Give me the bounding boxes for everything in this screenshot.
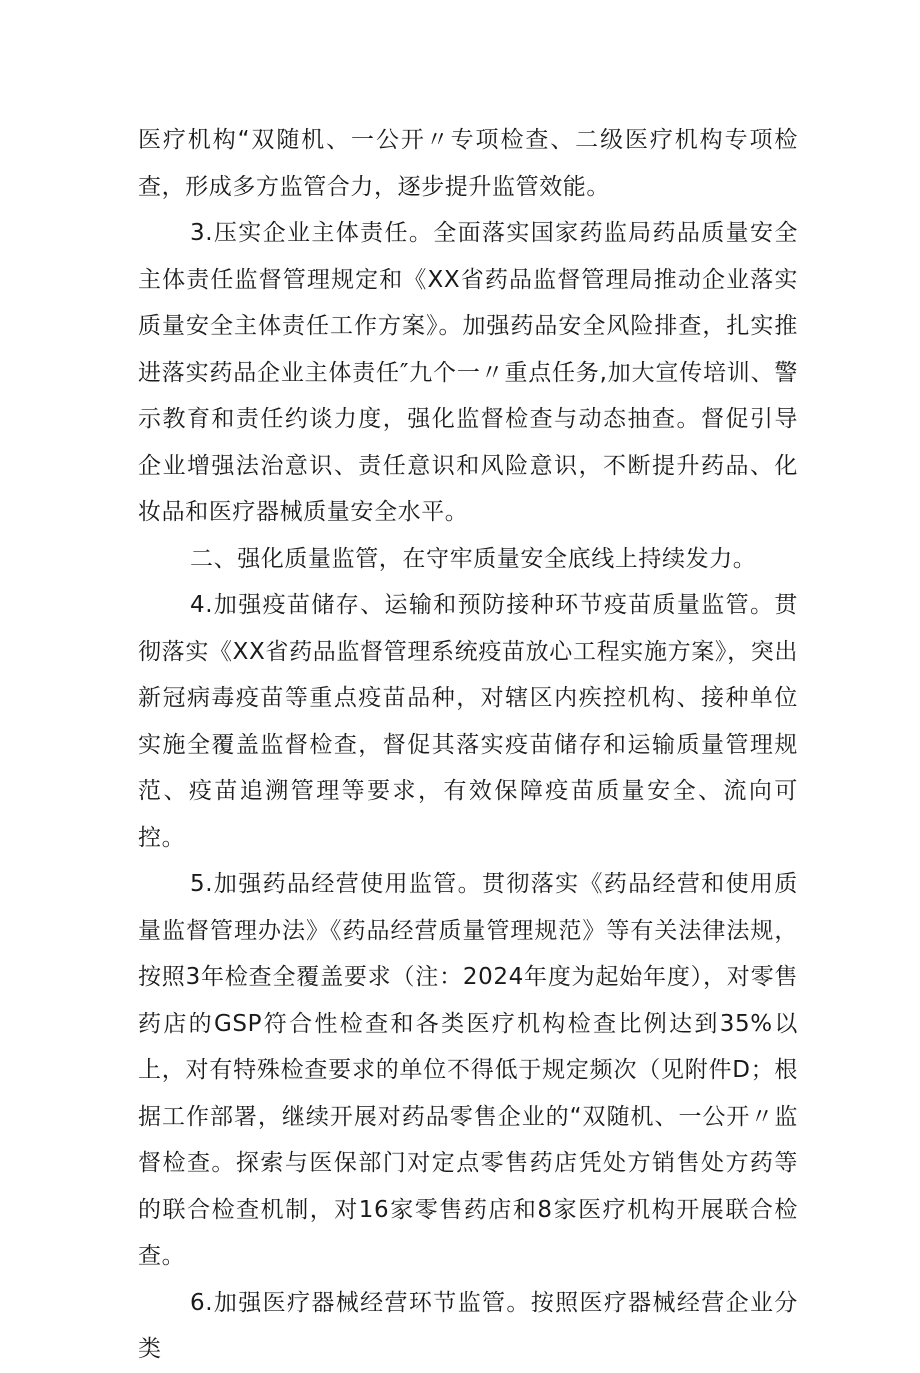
paragraph-item-4: 4.加强疫苗储存、运输和预防接种环节疫苗质量监管。贯彻落实《XX省药品监督管理系统疫苗放心工程实施方案》，突出新冠病毒疫苗等重点疫苗品种，对辖区内疾控机构、接种单位实施全覆盖监督检查，督促其落实疫苗储存和运输质量管理规范、疫苗追溯管理等要求，有效保障疫苗质量安全、流向可控。 [138, 592, 798, 851]
section-heading-2: 二、强化质量监管，在守牢质量安全底线上持续发力。 [190, 545, 757, 572]
paragraph-item-3: 3.压实企业主体责任。全面落实国家药监局药品质量安全主体责任监督管理规定和《XX省药品监督管理局推动企业落实质量安全主体责任工作方案》。加强药品安全风险排查，扎实推进落实药品企业主体责任″九个一〃重点任务,加大宣传培训、警示教育和责任约谈力度，强化监督检查与动态抽查。督促引导企业增强法治意识、责任意识和风险意识，不断提升药品、化妆品和医疗器械质量安全水平。 [138, 220, 798, 525]
paragraph-item-6: 6.加强医疗器械经营环节监管。按照医疗器械经营企业分类 [138, 1289, 798, 1362]
document-body [138, 117, 798, 1373]
paragraph-item-5: 5.加强药品经营使用监管。贯彻落实《药品经营和使用质量监督管理办法》《药品经营质量管理规范》等有关法律法规，按照3年检查全覆盖要求（注：2024年度为起始年度），对零售药店的GSP符合性检查和各类医疗机构检查比例达到35%以上，对有特殊检查要求的单位不得低于规定频次（见附件D；根据工作部署，继续开展对药品零售企业的“双随机、一公开〃监督检查。探索与医保部门对定点零售药店凭处方销售处方药等的联合检查机制，对16家零售药店和8家医疗机构开展联合检查。 [138, 871, 798, 1269]
paragraph-continuation: 医疗机构“双随机、一公开〃专项检查、二级医疗机构专项检查，形成多方监管合力，逐步提升监管效能。 [138, 127, 798, 200]
